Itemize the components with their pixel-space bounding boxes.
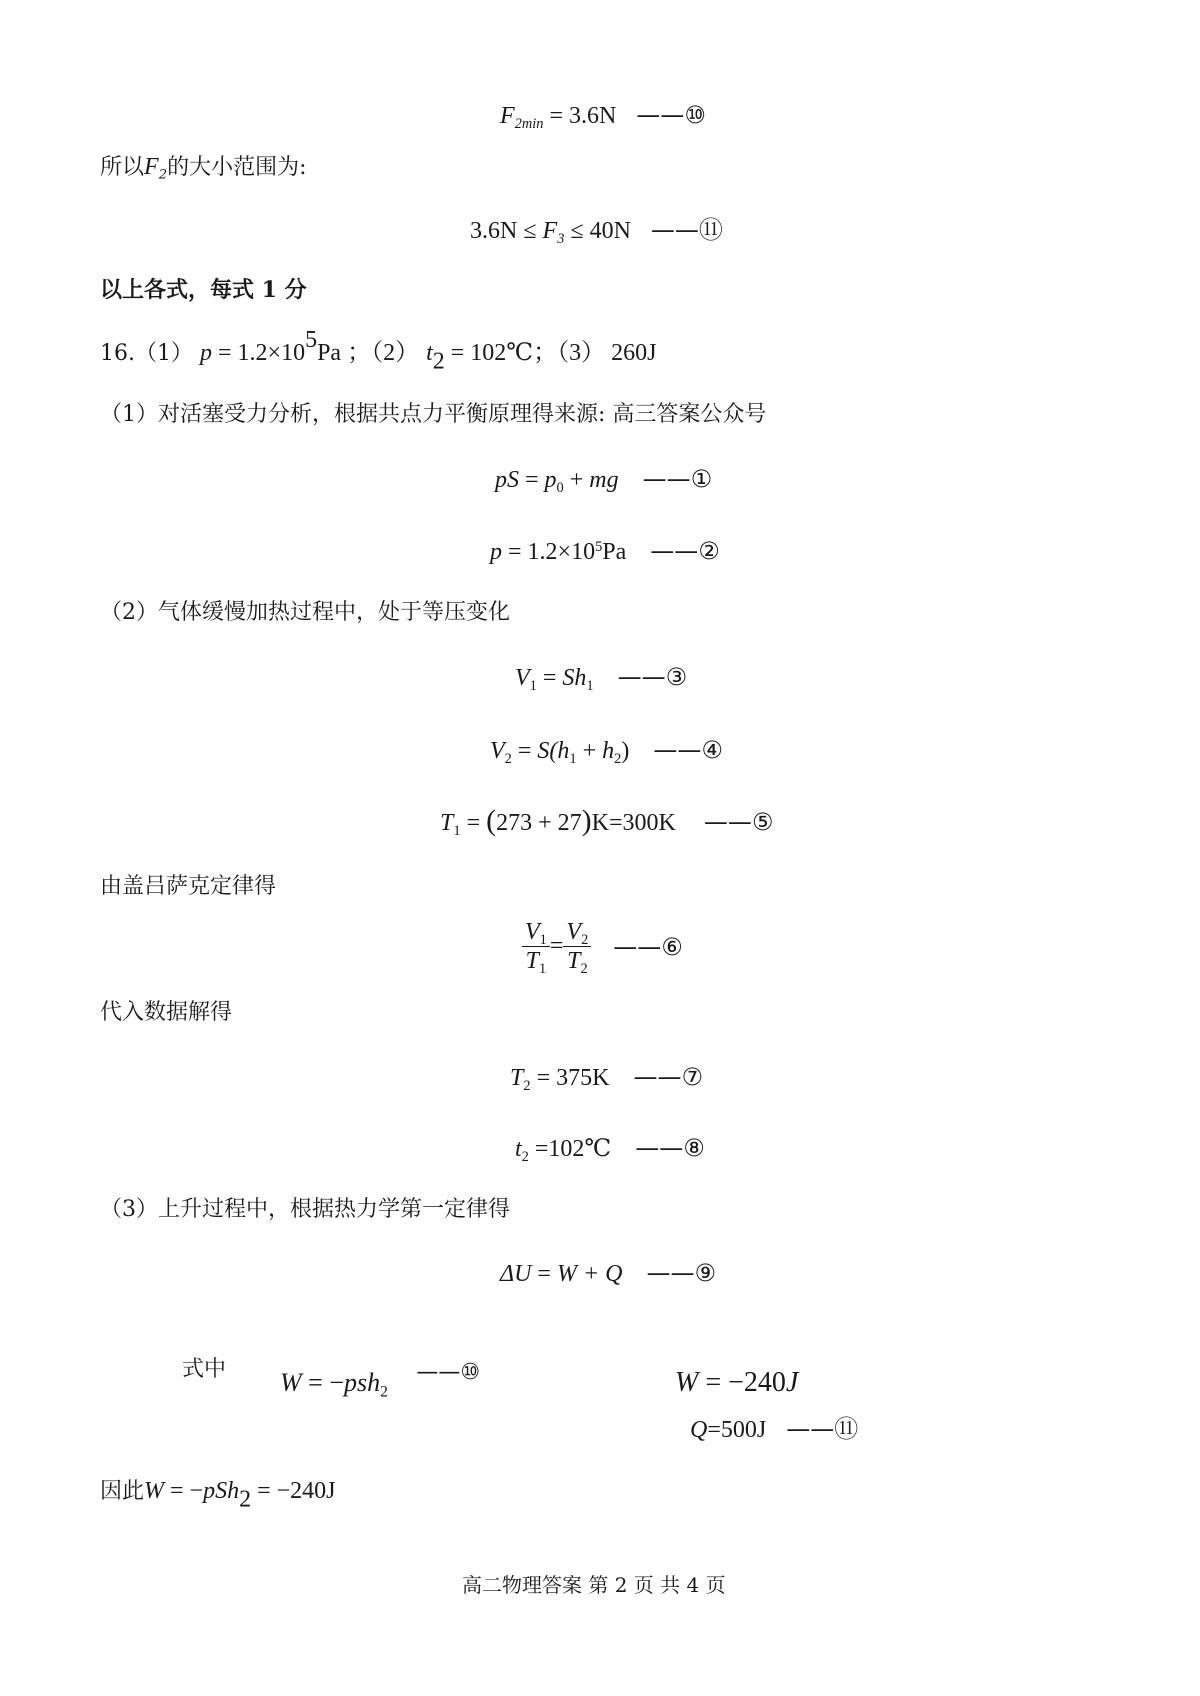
part-1-heading: （1）对活塞受力分析，根据共点力平衡原理得来源: 高三答案公众号	[100, 402, 767, 427]
equation-9: ΔU = W + Q ——⑨	[500, 1259, 717, 1287]
text-substitute: 代入数据解得	[100, 1000, 233, 1025]
question-16-summary: 16.（1） $p = 1.2\times 10^5Pa$ ；（2） $t_2$ = 102℃；（3） 260J	[100, 326, 657, 375]
text-range-intro: 所以$F_2$的大小范围为:	[100, 154, 307, 183]
equation-11: Q=500J ——⑪	[690, 1415, 859, 1443]
equation-4: $V_2 = S(h_1 + h_2)$ ——④	[490, 736, 723, 768]
equation-range: $3.6N \le F_3 \le 40N$ ——⑪	[470, 216, 723, 248]
equation-f2min: $F_{2min} = 3.6N$ ——⑩	[500, 101, 706, 133]
part-3-heading: （3）上升过程中，根据热力学第一定律得	[100, 1197, 510, 1222]
equation-1: pS = $p_0$ + mg ——①	[495, 465, 713, 497]
equation-w-value: W = −240J	[675, 1367, 799, 1398]
equation-2: $p = 1.2\times 10^5Pa$ ——②	[490, 537, 720, 565]
text-gay-lussac: 由盖吕萨克定律得	[100, 874, 277, 899]
fraction-v2-t2: $\frac{V_2}{T_2}$	[563, 918, 591, 975]
equation-5: $T_1 = (273 + 27)K=300K$ ——⑤	[440, 804, 774, 840]
fraction-v1-t1: $\frac{V_1}{T_1}$	[522, 918, 550, 975]
equation-3: $V_1 = Sh_1$ ——③	[515, 663, 688, 695]
equation-6: $\frac{V_1}{T_1}$ = $\frac{V_2}{T_2}$ ——⑥	[522, 918, 683, 975]
equation-7: $T_2 = 375K$ ——⑦	[510, 1063, 703, 1095]
final-result: 因此W = −pSh$_2$ = −240J	[100, 1478, 336, 1513]
page-footer: 高二物理答案 第 2 页 共 4 页	[462, 1573, 726, 1597]
label-where: 式中	[182, 1357, 227, 1382]
scoring-note: 以上各式，每式 1 分	[100, 277, 307, 303]
part-2-heading: （2）气体缓慢加热过程中，处于等压变化	[100, 600, 510, 625]
equation-8: $t_2$ =102℃ ——⑧	[515, 1134, 705, 1166]
equation-10: W = −psh$_2$ ——⑩	[280, 1360, 481, 1401]
